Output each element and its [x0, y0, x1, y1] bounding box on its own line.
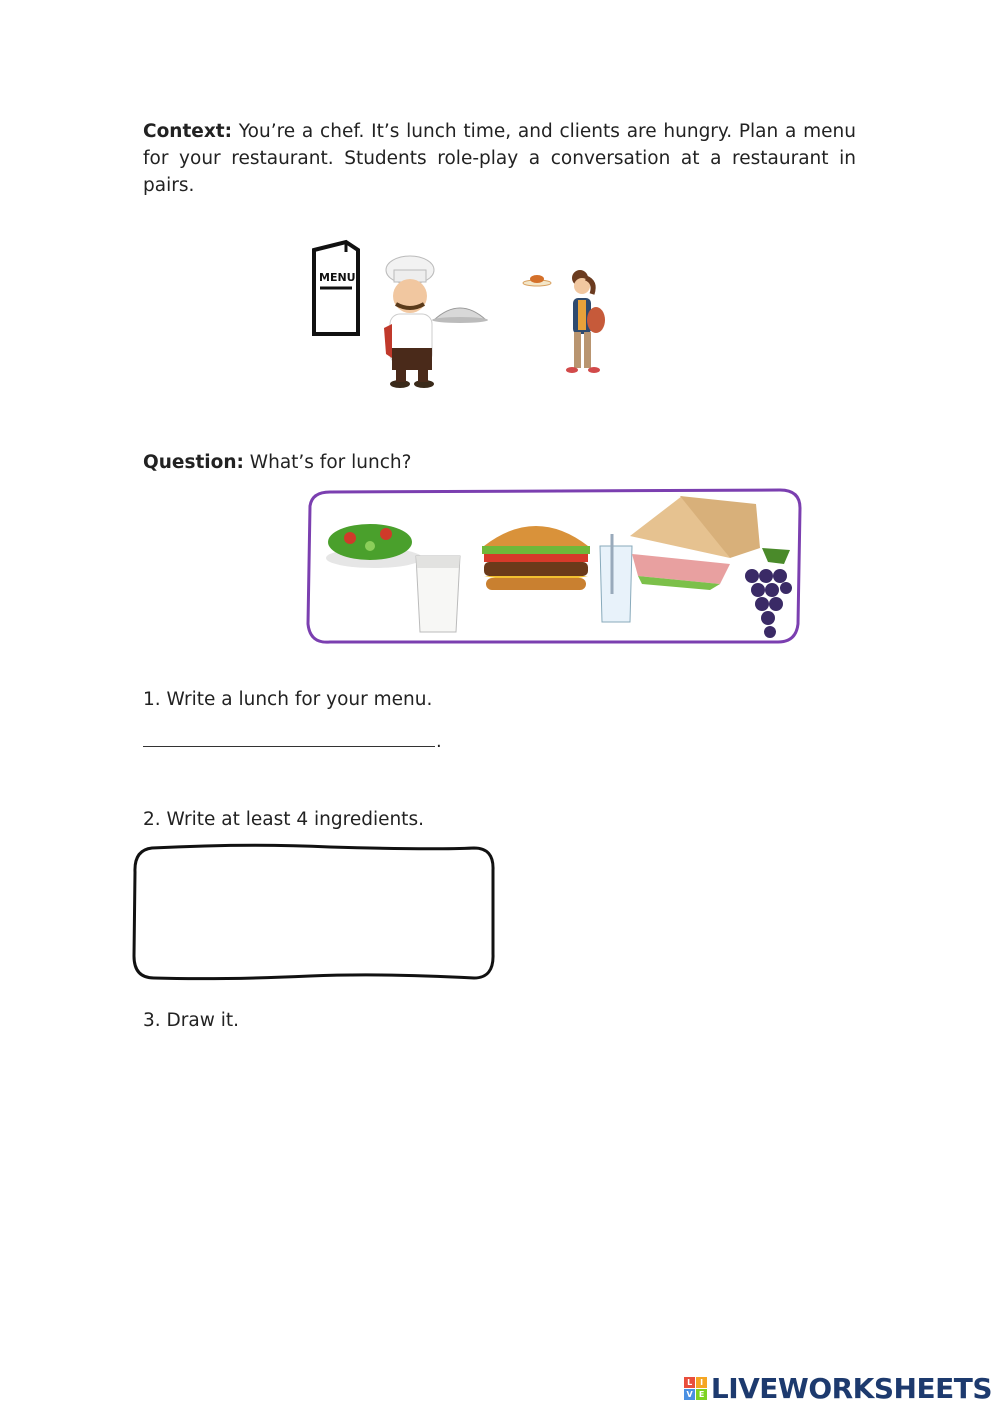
burger-image: [482, 526, 590, 590]
food-images-frame: [300, 484, 810, 654]
context-label: Context:: [143, 121, 233, 142]
ingredients-answer-box[interactable]: [130, 842, 498, 984]
question-label: Question:: [143, 452, 244, 473]
sandwich-image: [630, 496, 760, 590]
lunch-answer-field[interactable]: [143, 728, 435, 747]
salad-image: [326, 524, 422, 568]
customer-girl-icon: [566, 270, 605, 373]
task-3: 3. Draw it.: [143, 1010, 240, 1031]
milk-glass-image: [416, 556, 460, 632]
chef-icon: [384, 256, 488, 388]
task-1-period: .: [436, 731, 442, 752]
context-paragraph: [143, 118, 856, 199]
logo-text: LIVEWORKSHEETS: [710, 1372, 992, 1405]
drawing-area[interactable]: [143, 1045, 856, 1345]
water-glass-image: [600, 534, 632, 622]
menu-card-icon: [314, 242, 358, 334]
context-text: You’re a chef. It’s lunch time, and clients are hungry. Plan a menu for your restaurant. Students role-play a conversation at a restaurant in pairs.: [143, 121, 856, 196]
question-text: What’s for lunch?: [243, 452, 412, 473]
question-line: [143, 452, 411, 473]
grapes-image: [745, 548, 792, 638]
spaghetti-dish-icon: [523, 275, 551, 286]
liveworksheets-logo: [684, 1372, 992, 1405]
task-2: 2. Write at least 4 ingredients.: [143, 809, 424, 830]
task-1: 1. Write a lunch for your menu.: [143, 689, 433, 710]
menu-sign-text: MENU: [319, 271, 356, 284]
logo-grid-icon: L I V E: [684, 1377, 707, 1400]
restaurant-illustration: [300, 228, 630, 398]
